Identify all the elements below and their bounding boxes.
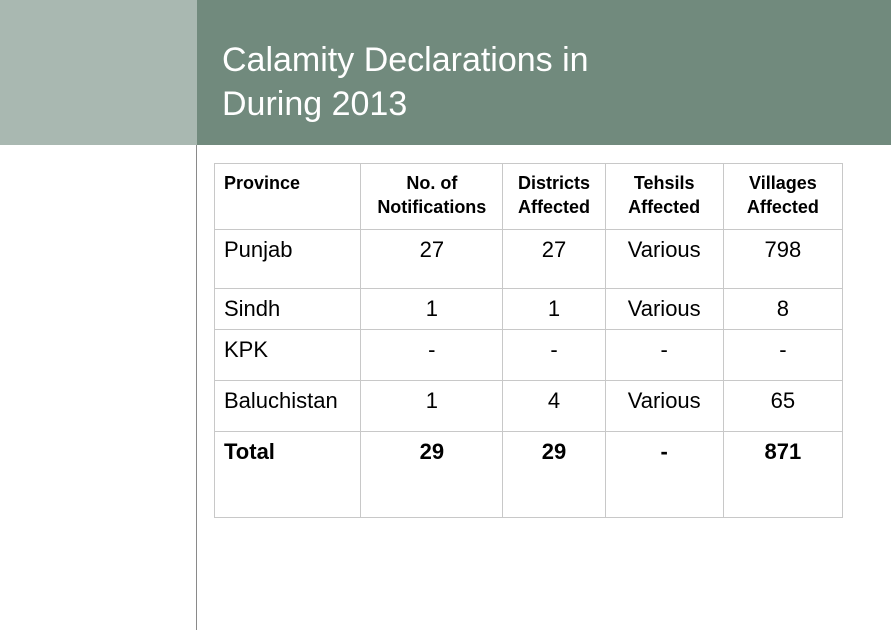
cell-notifications: 1 [361,289,503,330]
header-districts: Districts Affected [503,164,605,230]
vertical-divider [196,145,197,630]
header-province: Province [215,164,361,230]
cell-tehsils: Various [605,230,723,289]
cell-notifications: - [361,330,503,381]
table-total-row [215,432,843,518]
cell-tehsils: Various [605,381,723,432]
cell-tehsils: Various [605,289,723,330]
cell-province: Punjab [215,230,361,289]
total-districts: 29 [503,432,605,518]
cell-province: KPK [215,330,361,381]
table-row [215,289,843,330]
cell-districts: 1 [503,289,605,330]
header-notifications: No. of Notifications [361,164,503,230]
cell-notifications: 27 [361,230,503,289]
table-row [215,381,843,432]
cell-villages: 798 [723,230,842,289]
total-notifications: 29 [361,432,503,518]
calamity-table [214,163,843,518]
cell-tehsils: - [605,330,723,381]
cell-notifications: 1 [361,381,503,432]
cell-province: Sindh [215,289,361,330]
left-accent-band [0,0,197,145]
cell-districts: 4 [503,381,605,432]
cell-villages: - [723,330,842,381]
total-label: Total [215,432,361,518]
cell-villages: 65 [723,381,842,432]
slide-title-line-1: Calamity Declarations in [222,41,589,79]
table-header-row [215,164,843,230]
header-tehsils: Tehsils Affected [605,164,723,230]
cell-districts: - [503,330,605,381]
cell-province: Baluchistan [215,381,361,432]
header-villages: Villages Affected [723,164,842,230]
total-tehsils: - [605,432,723,518]
cell-villages: 8 [723,289,842,330]
cell-districts: 27 [503,230,605,289]
table-row [215,230,843,289]
table-row [215,330,843,381]
total-villages: 871 [723,432,842,518]
slide-title [222,38,822,126]
slide-title-line-2: During 2013 [222,85,408,123]
